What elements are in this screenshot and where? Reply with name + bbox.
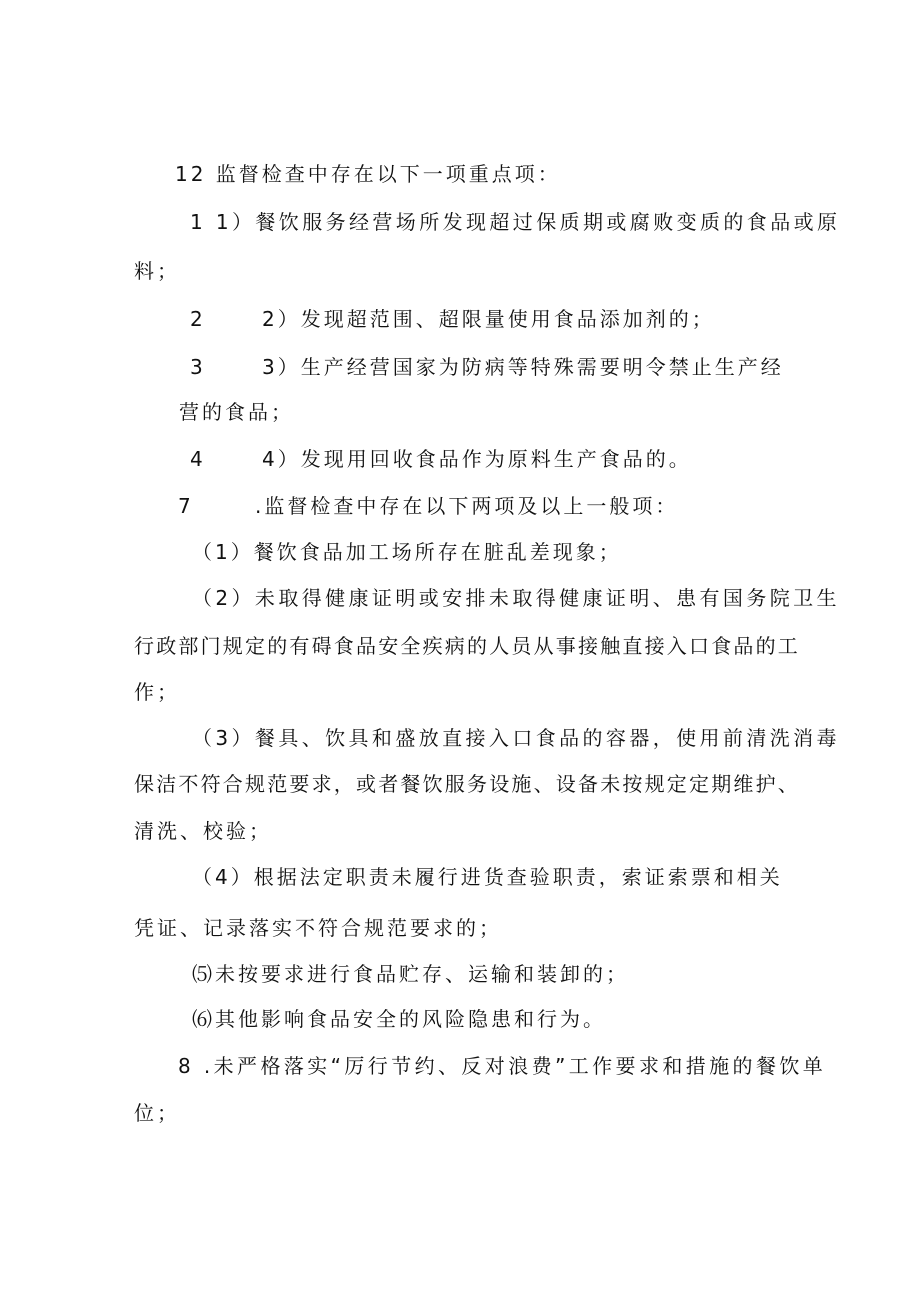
general-item-4-line-1: （4）根据法定职责未履行进货查验职责，索证索票和相关 [192,865,783,889]
general-item-3-line-1: （3）餐具、饮具和盛放直接入口食品的容器，使用前清洗消毒 [192,726,840,750]
general-item-6: ⑹其他影响食品安全的风险隐患和行为。 [192,1007,606,1031]
item-1-line-2: 料； [134,259,180,283]
item-4-text: 4）发现用回收食品作为原料生产食品的。 [262,447,692,471]
item-2-number: 2 [190,307,203,331]
general-item-2-line-2: 行政部门规定的有碍食品安全疾病的人员从事接触直接入口食品的工 [134,634,800,658]
general-item-3-line-2: 保洁不符合规范要求，或者餐饮服务设施、设备未按规定定期维护、 [134,772,800,796]
general-item-1: （1）餐饮食品加工场所存在脏乱差现象； [192,540,622,564]
item-4-number: 4 [190,447,203,471]
paragraph-7-text: .监督检查中存在以下两项及以上一般项： [255,494,679,518]
general-item-2-line-1: （2）未取得健康证明或安排未取得健康证明、患有国务院卫生 [192,586,840,610]
item-1-line-1: 1 1）餐饮服务经营场所发现超过保质期或腐败变质的食品或原 [190,210,841,234]
item-3-line-2: 营的食品； [179,400,294,424]
item-3-number: 3 [190,355,203,379]
paragraph-8-line-1: 8 .未严格落实“厉行节约、反对浪费”工作要求和措施的餐饮单 [178,1054,827,1078]
paragraph-7-number: 7 [178,494,191,518]
paragraph-12-heading: 12 监督检查中存在以下一项重点项： [175,162,561,186]
item-3-line-1: 3）生产经营国家为防病等特殊需要明令禁止生产经 [262,355,784,379]
general-item-5: ⑸未按要求进行食品贮存、运输和装卸的； [192,962,629,986]
paragraph-8-line-2: 位； [134,1101,180,1125]
general-item-2-line-3: 作； [134,680,180,704]
general-item-4-line-2: 凭证、记录落实不符合规范要求的； [134,916,502,940]
general-item-3-line-3: 清洗、校验； [134,819,272,843]
item-2-text: 2）发现超范围、超限量使用食品添加剂的； [262,307,715,331]
